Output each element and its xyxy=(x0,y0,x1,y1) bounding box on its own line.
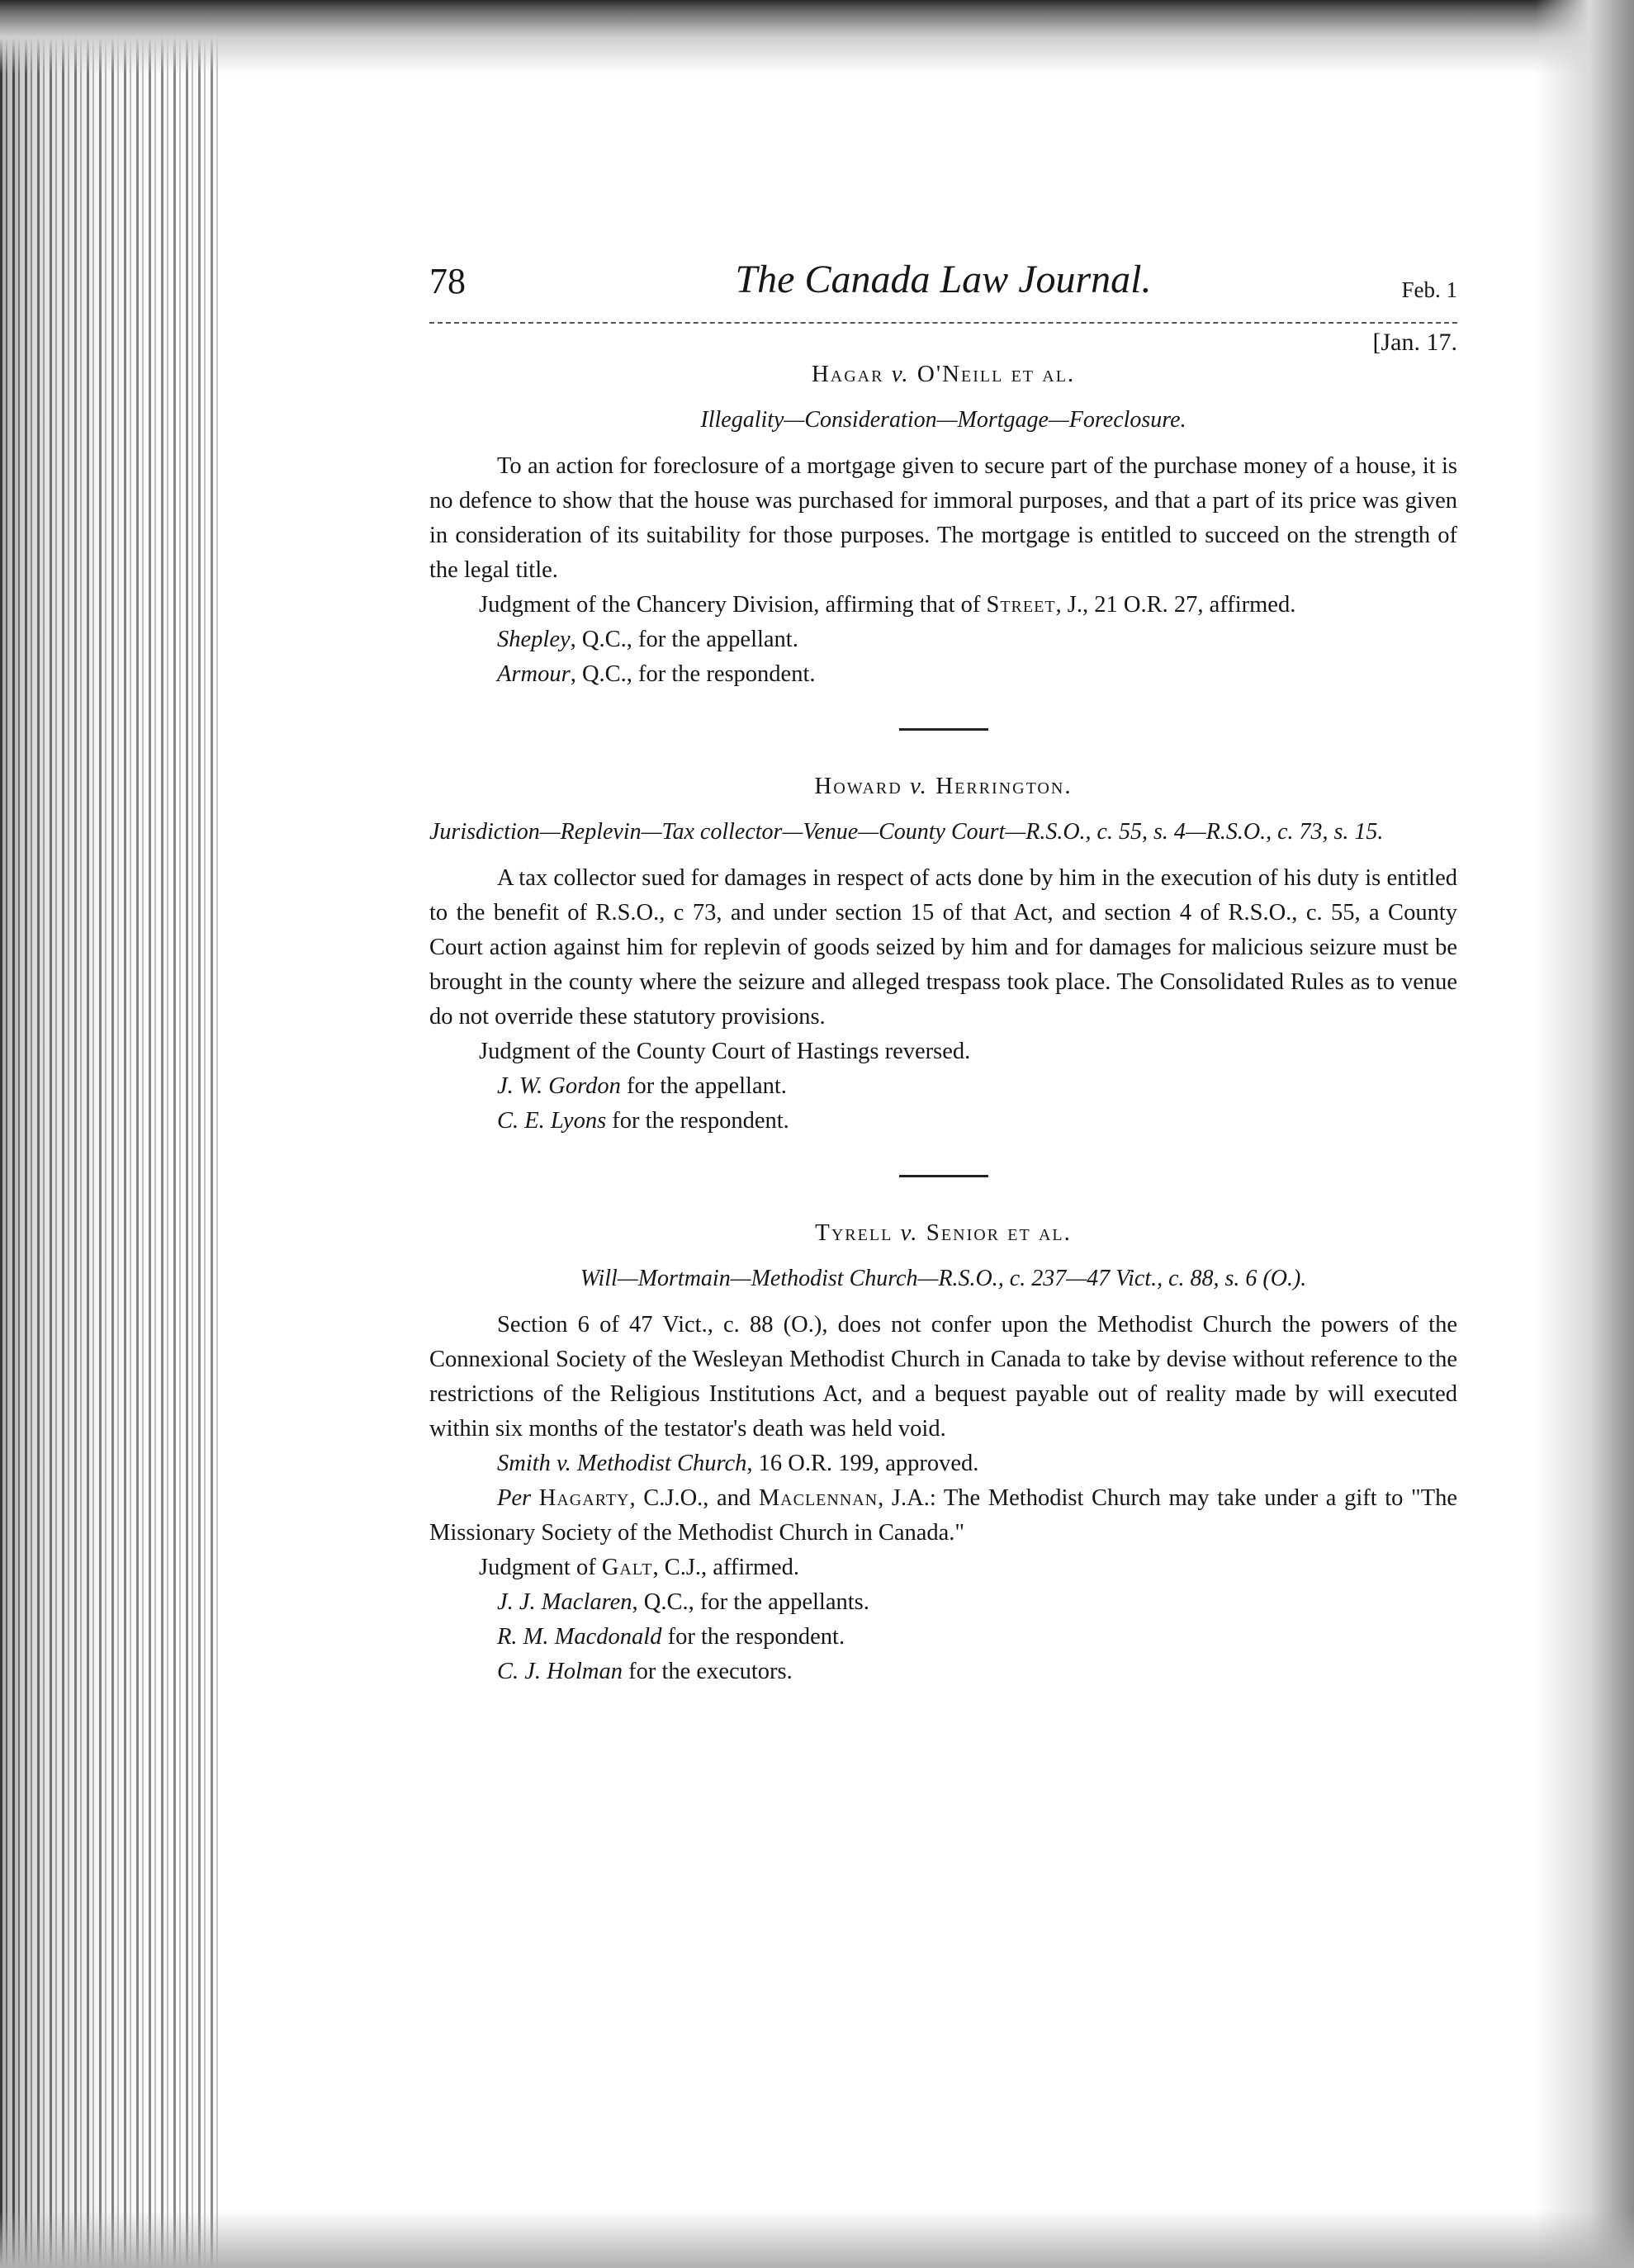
page-number: 78 xyxy=(429,261,466,301)
counsel-line xyxy=(429,1585,1457,1620)
versus: v. xyxy=(909,773,928,799)
versus: v. xyxy=(900,1219,919,1246)
case-howard-v-herrington xyxy=(429,769,1457,1139)
case-judgment xyxy=(429,1551,1457,1585)
counsel-name: C. J. Holman xyxy=(497,1659,623,1684)
case-body: To an action for foreclosure of a mortgage given to secure part of the purchase money of a house, it is no defence to show that the house was purchased for immoral purposes, and that a part of its price was given in consideration of its suitability for those purposes. The mortgage is entitled to succeed on the strength of the legal title. xyxy=(429,453,1457,583)
cited-case: Smith v. Methodist Church xyxy=(497,1451,747,1476)
per-text: , J.A.: The Methodist Church may take under a gift to "The Missionary Society of the Methodist Church in Canada." xyxy=(429,1485,1457,1546)
case-date: [Jan. 17. xyxy=(1372,329,1457,356)
counsel-line xyxy=(429,1069,1457,1104)
counsel-role: , Q.C., for the appellants. xyxy=(632,1589,869,1615)
scan-top-edge xyxy=(0,0,1634,74)
counsel-name: J. J. Maclaren xyxy=(497,1589,632,1615)
judge-name: Street xyxy=(986,592,1056,618)
party-b: O'Neill et al. xyxy=(916,361,1076,387)
counsel-line xyxy=(429,657,1457,692)
counsel-role: for the respondent. xyxy=(661,1624,845,1650)
case-per-opinion xyxy=(429,1481,1457,1551)
per-label: Per xyxy=(497,1485,532,1511)
counsel-role: for the executors. xyxy=(623,1659,793,1684)
scan-binding-edge xyxy=(0,0,219,2268)
party-b: Senior et al. xyxy=(926,1219,1072,1246)
scan-right-edge xyxy=(1535,0,1634,2268)
case-title xyxy=(429,769,1457,803)
counsel-role: for the respondent. xyxy=(606,1108,789,1134)
case-separator xyxy=(899,1175,988,1177)
header-date: Feb. 1 xyxy=(1401,277,1457,302)
case-title xyxy=(429,1215,1457,1250)
judgment-text: Judgment of xyxy=(479,1555,602,1580)
counsel-role: , Q.C., for the respondent. xyxy=(570,661,816,687)
judgment-text-end: , J., 21 O.R. 27, affirmed. xyxy=(1055,592,1296,618)
citation-text: , 16 O.R. 199, approved. xyxy=(746,1451,979,1476)
counsel-name: R. M. Macdonald xyxy=(497,1624,662,1650)
counsel-line xyxy=(429,1655,1457,1689)
case-citation xyxy=(429,1447,1457,1481)
party-a: Tyrell xyxy=(815,1219,893,1246)
journal-page xyxy=(429,258,1457,1689)
journal-title: The Canada Law Journal. xyxy=(735,258,1152,301)
party-b: Herrington. xyxy=(935,773,1073,799)
counsel-name: Armour xyxy=(497,661,571,687)
counsel-line xyxy=(429,1104,1457,1139)
case-tyrell-v-senior xyxy=(429,1215,1457,1689)
header-rule xyxy=(429,322,1457,324)
party-a: Howard xyxy=(814,773,902,799)
counsel-role: for the appellant. xyxy=(620,1073,787,1099)
per-text-mid: , C.J.O., and xyxy=(629,1485,759,1511)
judge-name: Maclennan xyxy=(758,1485,879,1511)
case-headnote: Jurisdiction—Replevin—Tax collector—Venue—County Court—R.S.O., c. 55, s. 4—R.S.O., c. 73, s. 15. xyxy=(429,819,1384,845)
case-judgment: Judgment of the County Court of Hastings reversed. xyxy=(479,1039,971,1064)
counsel-line xyxy=(429,623,1457,657)
counsel-line xyxy=(429,1620,1457,1655)
case-body: A tax collector sued for damages in respect of acts done by him in the execution of his duty is entitled to the benefit of R.S.O., c 73, and under section 15 of that Act, and section 4 of R.S.O., c. 55, a County Court action against him for replevin of goods seized by him and for damages for malicious seizure must be brought in the county where the seizure and alleged trespass took place. The Consolidated Rules as to venue do not override these statutory provisions. xyxy=(429,865,1457,1030)
party-a: Hagar xyxy=(811,361,884,387)
judgment-text-end: , C.J., affirmed. xyxy=(652,1555,800,1580)
judge-name: Galt xyxy=(601,1555,653,1580)
scan-bottom-edge xyxy=(0,2210,1634,2268)
case-judgment xyxy=(429,588,1457,623)
versus: v. xyxy=(891,361,910,387)
running-head xyxy=(429,258,1457,315)
counsel-name: C. E. Lyons xyxy=(497,1108,607,1134)
case-hagar-v-oneill xyxy=(429,325,1457,692)
case-separator xyxy=(899,728,988,731)
counsel-name: J. W. Gordon xyxy=(497,1073,621,1099)
judge-name: Hagarty xyxy=(538,1485,630,1511)
case-title xyxy=(429,357,1457,391)
counsel-role: , Q.C., for the appellant. xyxy=(570,627,798,652)
judgment-text: Judgment of the Chancery Division, affirming that of xyxy=(479,592,987,618)
counsel-name: Shepley xyxy=(497,627,571,652)
case-headnote: Will—Mortmain—Methodist Church—R.S.O., c. 237—47 Vict., c. 88, s. 6 (O.). xyxy=(580,1266,1307,1291)
case-headnote: Illegality—Consideration—Mortgage—Foreclosure. xyxy=(700,407,1186,433)
case-body: Section 6 of 47 Vict., c. 88 (O.), does not confer upon the Methodist Church the powers of the Connexional Society of the Wesleyan Methodist Church in Canada to take by devise without reference to the restrictions of the Religious Institutions Act, and a bequest payable out of reality made by will executed within six months of the testator's death was held void. xyxy=(429,1312,1457,1442)
